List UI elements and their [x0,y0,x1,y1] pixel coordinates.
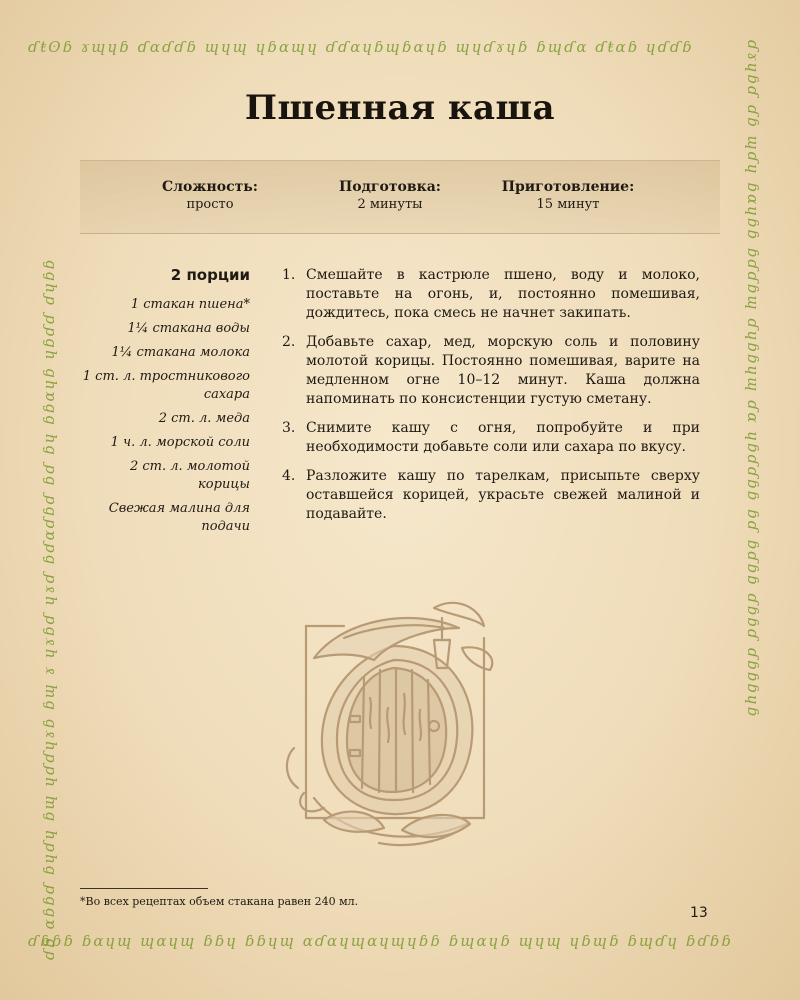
ingredient-item: 2 ст. л. меда [158,411,250,426]
hobbit-door-illustration [284,598,524,860]
border-runes-right: ɗɤɥɓɗ ɗɓ ɰɗɥ ɓɑɥɓɓ ɓɗɗɓɰ ɗɥɓɓɥɰ ɗɑ ɥɓɗɗɓɓ ɓɗ ɓɗɓɓ ɗɓɓɗ ɗɓɓɓɥɓ [744,40,762,719]
portions-heading: 2 порции [170,266,250,284]
ingredient-item: 2 ст. л. молотой корицы [129,459,250,492]
step-number: 2. [282,334,296,350]
footnote-rule [80,888,208,889]
step-number: 3. [282,420,296,436]
ingredient-item: 1 ст. л. тростникового сахара [82,369,250,402]
difficulty-label: Сложность: [162,179,258,195]
border-runes-left: ɗɓ ɑɓɓɗ ɓɥɗɥ ɓɰ ɥɗɗɥɤɓ ɓɰ ɤ ɥɤɓɗ ɥɤɗ ɓɗɑɗɓɗ ɓɗ ɓɥ ɓɓɑɥɓ ɥɓɗɗ ɗɥɓɓ [40,257,58,960]
cook-label: Приготовление: [501,179,635,195]
ingredient-item: 1 ч. л. морской соли [110,435,250,450]
border-runes-bottom: ɗɓɓɓ ɓɑɥɰ ɰɑɥɰ ɓɓɥ ɓɓɥɰ ɑɗɑɥɰɑɥɰɥɓɓ ɓɰɑɥɓ ɰɥɰ ɥɓɰɓ ɓɰɗɥ ɓɗɓɓ [28,932,733,950]
prep-label: Подготовка: [339,179,441,195]
page-title: Пшенная каша [244,88,556,128]
page-number: 13 [690,905,708,921]
step-number: 4. [282,468,296,484]
ingredients-list [80,266,250,542]
footnote: *Во всех рецептах объем стакана равен 240 мл. [80,895,359,908]
ingredient-item: Свежая малина для подачи [108,501,250,534]
border-runes-top: ɗŧʘɓ ɤɰɥɓ ɗɑɗɗɓ ɰɥɰ ɥɓɑɰɥ ɗɗɑɥɓɰɓɑɥɓ ɰɥɗɤɥɓ ɓɰɗɑ ɗŧɑɓ ɥɗɗɓ [28,38,694,56]
recipe-info-band [80,160,720,234]
ingredient-item: 1 стакан пшена* [130,297,250,312]
instruction-step [282,333,700,409]
instruction-step [282,419,700,457]
instruction-step [282,266,700,323]
ingredient-item: 1¼ стакана воды [127,321,250,336]
cook-value: 15 минут [536,197,600,212]
step-text: Добавьте сахар, мед, морскую соль и половину молотой корицы. Постоянно помешивая, варите на медленном огне 10–12 минут. Каша должна напоминать по консистенции густую сметану. [306,334,700,407]
step-text: Разложите кашу по тарелкам, присыпьте сверху оставшейся корицей, украсьте свежей малиной и подавайте. [306,468,700,522]
cook-block [468,179,668,212]
difficulty-block [110,179,310,212]
step-text: Снимите кашу с огня, попробуйте и при необходимости добавьте соли или сахара по вкусу. [306,420,700,455]
step-number: 1. [282,267,296,283]
ingredient-item: 1¼ стакана молока [111,345,250,360]
step-text: Смешайте в кастрюле пшено, воду и молоко, поставьте на огонь, и, постоянно помешивая, дождитесь, пока смесь не начнет закипать. [306,267,700,321]
prep-block [290,179,490,212]
prep-value: 2 минуты [357,197,423,212]
instructions-list [282,266,700,534]
difficulty-value: просто [186,197,234,212]
instruction-step [282,467,700,524]
